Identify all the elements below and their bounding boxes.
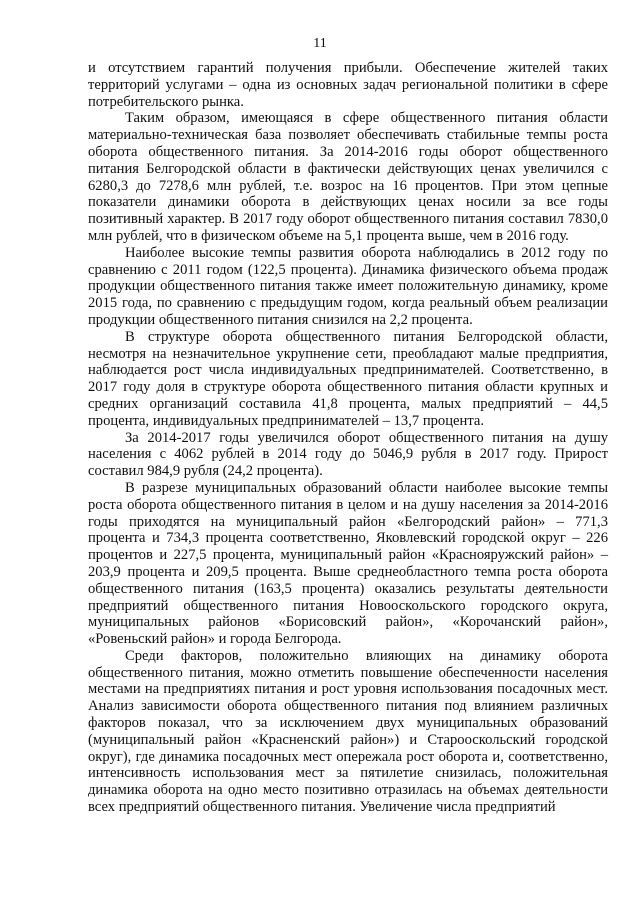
page-number: 11 <box>313 36 327 51</box>
paragraph-material-base: Таким образом, имеющаяся в сфере общественного питания области материально-техническая база позволяет обеспечивать стабильные темпы роста оборота общественного питания. За 2014-2016 годы оборот общественного питания Белгородской области в фактически действующих ценах увеличился с 6280,3 до 7278,6 млн рублей, т.е. возрос на 16 процентов. При этом цепные показатели динамики оборота в действующих ценах носили за все годы позитивный характер. В 2017 году оборот общественного питания составил 7830,0 млн рублей, что в физическом объеме на 5,1 процента выше, чем в 2016 году. <box>88 110 608 244</box>
paragraph-continuation: и отсутствием гарантий получения прибыли. Обеспечение жителей таких территорий услугами – одна из основных задач региональной политики в сфере потребительского рынка. <box>88 60 608 110</box>
paragraph-structure: В структуре оборота общественного питания Белгородской области, несмотря на незначительное укрупнение сети, преобладают малые предприятия, наблюдается рост числа индивидуальных предпринимателей. Соответственно, в 2017 году доля в структуре оборота общественного питания области крупных и средних организаций составила 41,8 процента, малых предприятий – 44,5 процента, индивидуальных предпринимателей – 13,7 процента. <box>88 328 608 429</box>
document-body <box>88 60 608 816</box>
paragraph-growth-rates: Наиболее высокие темпы развития оборота наблюдались в 2012 году по сравнению с 2011 годом (122,5 процента). Динамика физического объема продаж продукции общественного питания также имеет положительную динамику, кроме 2015 года, по сравнению с предыдущим годом, когда реальный объем реализации продукции общественного питания снизился на 2,2 процента. <box>88 244 608 328</box>
paragraph-per-capita: За 2014-2017 годы увеличился оборот общественного питания на душу населения с 4062 рублей в 2014 году до 5046,9 рубля в 2017 году. Прирост составил 984,9 рубля (24,2 процента). <box>88 429 608 480</box>
paragraph-municipalities: В разрезе муниципальных образований области наиболее высокие темпы роста оборота общественного питания в целом и на душу населения за 2014-2016 годы приходятся на муниципальный район «Белгородский район» – 771,3 процента и 734,3 процента соответственно, Яковлевский городской округ – 226 процентов и 227,5 процента, муниципальный район «Краснояружский район» – 203,9 процента и 209,5 процента. Выше среднеобластного темпа роста оборота общественного питания (163,5 процента) оказались результаты деятельности предприятий общественного питания Новооскольского городского округа, муниципальных районов «Борисовский район», «Корочанский район», «Ровеньский район» и города Белгорода. <box>88 479 608 648</box>
paragraph-factors: Среди факторов, положительно влияющих на динамику оборота общественного питания, можно отметить повышение обеспеченности населения местами на предприятиях питания и рост уровня использования посадочных мест. Анализ зависимости оборота общественного питания под влиянием различных факторов показал, что за исключением двух муниципальных образований (муниципальный район «Красненский район») и Старооскольский городской округ), где динамика посадочных мест опережала рост оборота и, соответственно, интенсивность использования мест за пятилетие снизилась, положительная динамика оборота на одно место позитивно отразилась на объемах деятельности всех предприятий общественного питания. Увеличение числа предприятий <box>88 647 608 816</box>
